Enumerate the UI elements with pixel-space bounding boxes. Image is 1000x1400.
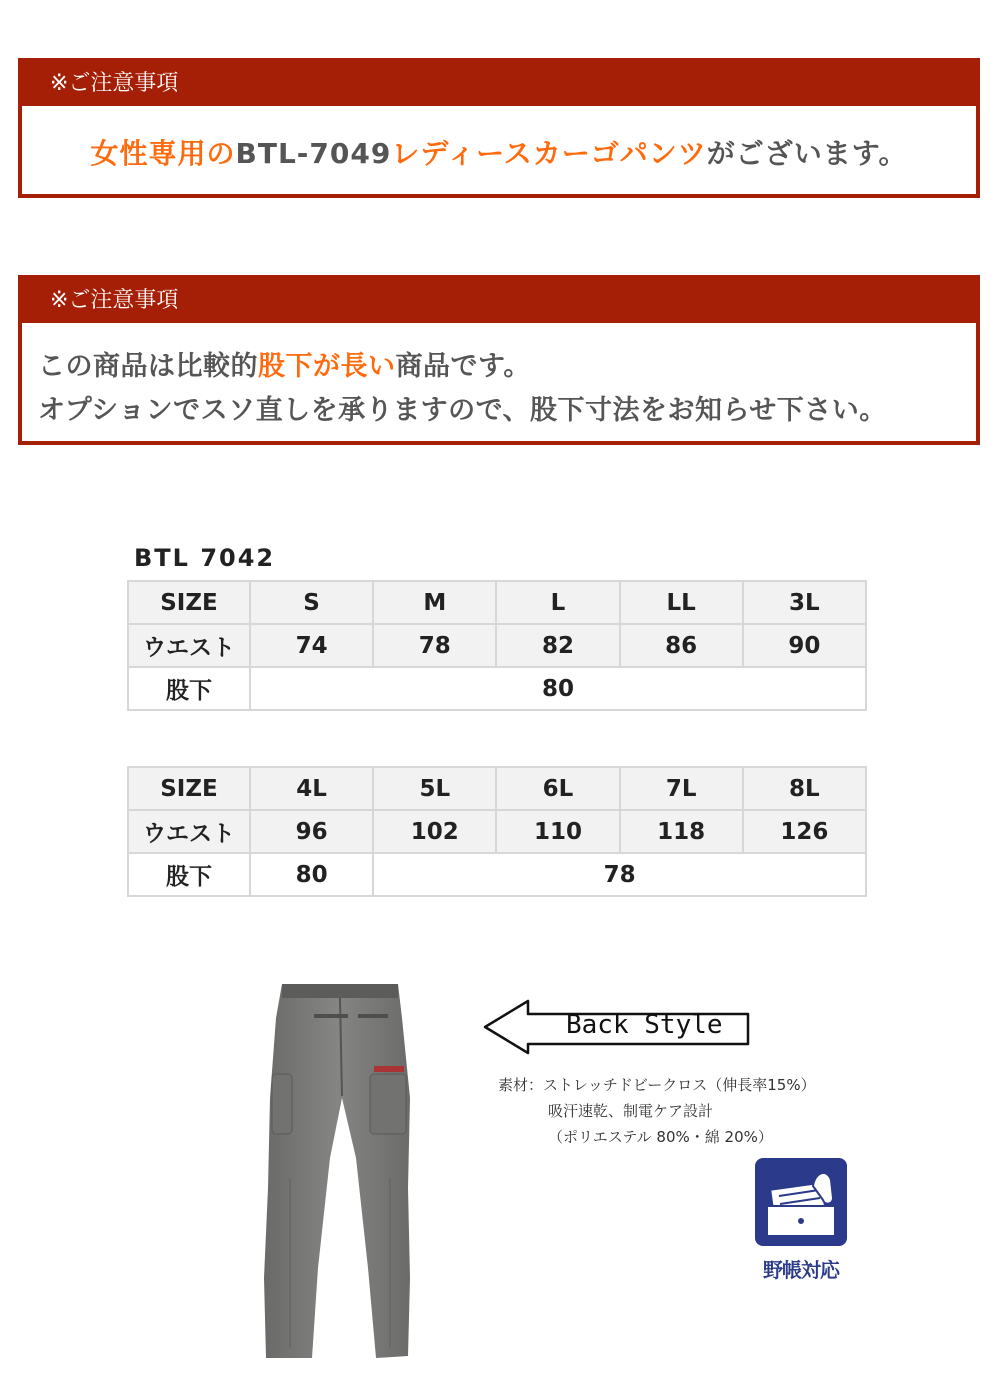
waist-cell: 90	[743, 624, 866, 667]
size-cell: 5L	[373, 767, 496, 810]
size-cell: 7L	[620, 767, 743, 810]
size-cell: 6L	[496, 767, 619, 810]
size-cell: 8L	[743, 767, 866, 810]
waist-cell: 82	[496, 624, 619, 667]
size-table-2	[127, 766, 867, 897]
waist-cell: 110	[496, 810, 619, 853]
badge-label: 野帳対応	[763, 1258, 839, 1282]
notice-highlight: 女性専用の	[90, 137, 236, 170]
size-cell: M	[373, 581, 496, 624]
notice-box-2	[18, 275, 980, 445]
row-header: ウエスト	[128, 624, 250, 667]
inseam-cell: 78	[373, 853, 866, 896]
pants-back-image	[250, 978, 430, 1363]
notice-text-part: 商品です。	[395, 351, 531, 382]
notice-box-1	[18, 58, 980, 198]
notice-text-part: この商品は比較的	[38, 351, 258, 382]
waist-cell: 78	[373, 624, 496, 667]
notice-tail: がございます。	[706, 137, 908, 170]
notice-text	[22, 106, 976, 172]
notice-heading: ※ご注意事項	[22, 62, 976, 106]
size-cell: 3L	[743, 581, 866, 624]
notice-line-2: オプションでスソ直しを承りますので、股下寸法をお知らせ下さい。	[38, 395, 887, 426]
size-cell: L	[496, 581, 619, 624]
row-header: ウエスト	[128, 810, 250, 853]
notice-text	[22, 323, 976, 433]
waist-cell: 74	[250, 624, 373, 667]
inseam-cell: 80	[250, 667, 866, 710]
notice-line-1	[38, 345, 976, 389]
spec-line: 素材：ストレッチドビークロス（伸長率15%）	[498, 1076, 816, 1094]
spec-line: （ポリエステル 80%・綿 20%）	[548, 1128, 773, 1146]
waist-cell: 126	[743, 810, 866, 853]
table-row	[128, 624, 866, 667]
size-cell: LL	[620, 581, 743, 624]
size-cell: S	[250, 581, 373, 624]
notice-heading: ※ご注意事項	[22, 279, 976, 323]
material-spec	[498, 1072, 816, 1150]
table-row	[128, 853, 866, 896]
waist-cell: 102	[373, 810, 496, 853]
waist-cell: 96	[250, 810, 373, 853]
size-cell: 4L	[250, 767, 373, 810]
table-row	[128, 810, 866, 853]
notice-model: BTL-7049	[235, 137, 392, 170]
field-notebook-badge	[753, 1156, 849, 1283]
row-header: 股下	[128, 853, 250, 896]
notice-highlight: 股下が長い	[258, 351, 396, 382]
table-row	[128, 667, 866, 710]
inseam-cell: 80	[250, 853, 373, 896]
notebook-pocket-icon	[753, 1156, 849, 1248]
row-header: SIZE	[128, 767, 250, 810]
waist-cell: 86	[620, 624, 743, 667]
spec-line: 吸汗速乾、制電ケア設計	[548, 1102, 714, 1120]
table-row	[128, 767, 866, 810]
table-row	[128, 581, 866, 624]
size-table-1	[127, 580, 867, 711]
row-header: 股下	[128, 667, 250, 710]
waist-cell: 118	[620, 810, 743, 853]
notice-highlight: レディースカーゴパンツ	[391, 137, 707, 170]
back-style-label: Back Style	[566, 1010, 723, 1040]
row-header: SIZE	[128, 581, 250, 624]
model-title: BTL 7042	[134, 544, 276, 572]
